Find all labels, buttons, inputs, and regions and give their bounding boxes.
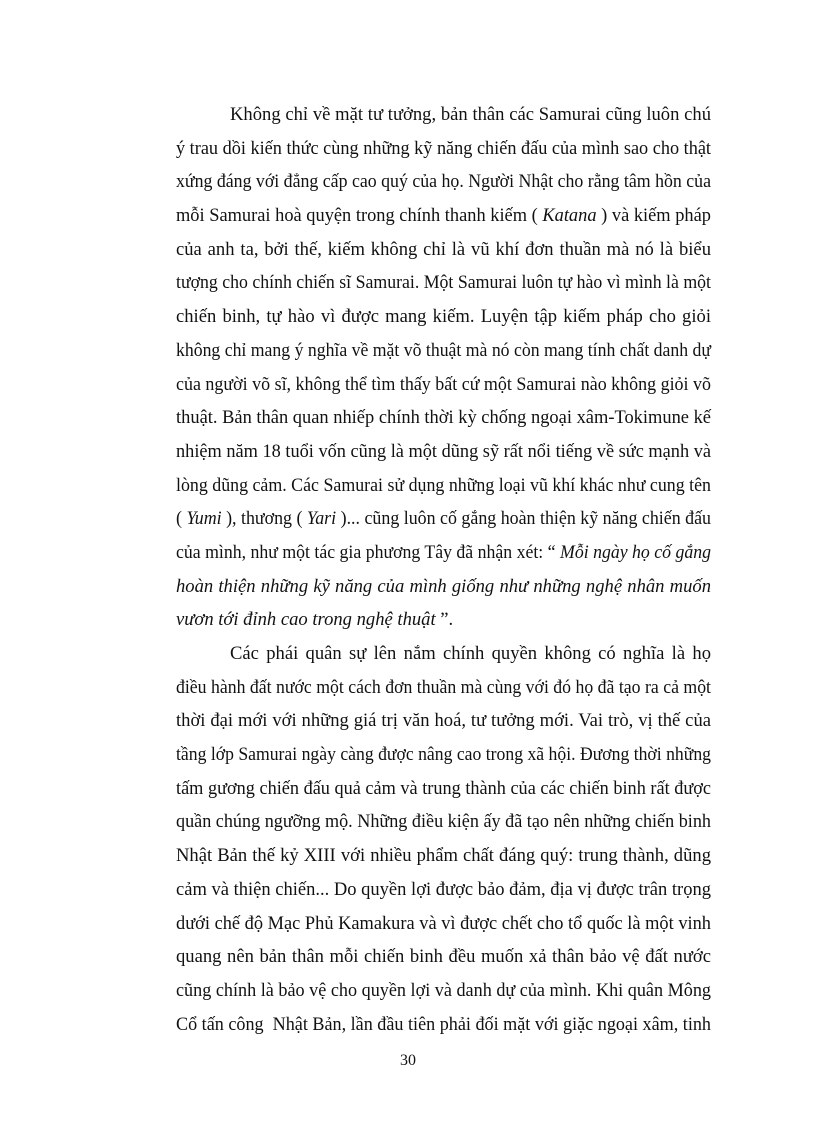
line-content — [176, 536, 711, 570]
text-line — [176, 974, 711, 1008]
text-run: Cổ tấn công Nhật Bản, lần đầu tiên phải đối mặt với giặc ngoại xâm, tinh — [176, 1013, 711, 1035]
text-run: quang nên bản thân mỗi chiến binh đều muốn xả thân bảo vệ đất nước — [176, 946, 711, 968]
text-run: mỗi Samurai hoà quyện trong chính thanh kiếm ( — [176, 205, 543, 227]
text-run: dưới chế độ Mạc Phủ Kamakura và vì được chết cho tổ quốc là một vinh — [176, 912, 711, 934]
line-content — [176, 266, 711, 300]
line-content — [176, 940, 711, 974]
italic-run: hoàn thiện những kỹ năng của mình giống như những nghệ nhân muốn — [176, 575, 711, 597]
text-line — [176, 671, 711, 705]
line-content — [176, 469, 711, 503]
text-run: chiến binh, tự hào vì được mang kiếm. Luyện tập kiếm pháp cho giỏi — [176, 306, 711, 328]
line-content — [176, 772, 711, 806]
line-content — [176, 1008, 711, 1042]
text-run: của anh ta, bởi thế, kiếm không chỉ là vũ khí đơn thuần mà nó là biểu — [176, 238, 711, 260]
page-number: 30 — [400, 1052, 416, 1069]
text-line — [176, 907, 711, 941]
text-line — [176, 233, 711, 267]
text-run: Không chỉ về mặt tư tưởng, bản thân các Samurai cũng luôn chú — [230, 104, 711, 125]
text-line — [176, 469, 711, 503]
text-line — [176, 266, 711, 300]
text-line — [176, 1008, 711, 1042]
text-line — [176, 536, 711, 570]
text-run: cảm và thiện chiến... Do quyền lợi được bảo đảm, địa vị được trân trọng — [176, 878, 711, 900]
line-content — [176, 132, 711, 166]
text-line — [176, 199, 711, 233]
text-line — [176, 502, 711, 536]
line-content — [176, 435, 711, 469]
text-run: ”. — [435, 609, 454, 631]
line-content — [176, 974, 711, 1008]
text-line — [176, 165, 711, 199]
line-content — [176, 839, 711, 873]
text-line — [176, 401, 711, 435]
text-line — [176, 368, 711, 402]
line-content — [176, 907, 711, 941]
text-run: ( — [176, 508, 187, 530]
text-line — [176, 300, 711, 334]
line-content — [176, 603, 453, 637]
line-content — [176, 570, 711, 604]
line-content — [176, 502, 711, 536]
text-run: quần chúng ngưỡng mộ. Những điều kiện ấy đã tạo nên những chiến binh — [176, 811, 711, 833]
line-content — [176, 704, 711, 738]
text-run: xứng đáng với đẳng cấp cao quý của họ. Người Nhật cho rằng tâm hồn của — [176, 171, 711, 193]
body-text — [176, 98, 711, 1041]
text-run: Các phái quân sự lên nắm chính quyền không có nghĩa là họ — [230, 643, 711, 664]
text-line — [176, 435, 711, 469]
text-run: tượng cho chính chiến sĩ Samurai. Một Samurai luôn tự hào vì mình là một — [176, 272, 711, 294]
text-run: của mình, như một tác gia phương Tây đã nhận xét: “ — [176, 541, 561, 563]
text-line — [176, 873, 711, 907]
text-line — [176, 839, 711, 873]
line-content — [176, 805, 711, 839]
text-run: cũng chính là bảo vệ cho quyền lợi và danh dự của mình. Khi quân Mông — [176, 979, 711, 1001]
line-content — [176, 671, 711, 705]
italic-run: Mỗi ngày họ cố gắng — [560, 541, 711, 563]
text-line — [176, 132, 711, 166]
line-content — [230, 637, 711, 671]
text-run: ), thương ( — [221, 508, 307, 530]
text-run: ) và kiếm pháp — [596, 205, 711, 227]
text-line — [176, 603, 711, 637]
text-run: của người võ sĩ, không thể tìm thấy bất cứ một Samurai nào không giỏi võ — [176, 373, 711, 395]
line-content — [176, 738, 711, 772]
text-run: thuật. Bản thân quan nhiếp chính thời kỳ chống ngoại xâm-Tokimune kế — [176, 407, 711, 429]
line-content — [176, 300, 711, 334]
text-line — [176, 738, 711, 772]
text-run: thời đại mới với những giá trị văn hoá, tư tưởng mới. Vai trò, vị thế của — [176, 710, 711, 732]
text-line — [176, 637, 711, 671]
italic-run: Yumi — [186, 508, 222, 530]
line-content — [176, 199, 711, 233]
text-line — [176, 940, 711, 974]
line-content — [176, 873, 711, 907]
line-content — [176, 165, 711, 199]
line-content — [230, 98, 711, 132]
italic-run: Katana — [542, 205, 597, 227]
text-run: không chỉ mang ý nghĩa về mặt võ thuật mà nó còn mang tính chất danh dự — [176, 339, 711, 361]
text-run: ý trau dồi kiến thức cùng những kỹ năng chiến đấu của mình sao cho thật — [176, 137, 711, 159]
italic-run: vươn tới đỉnh cao trong nghệ thuật — [176, 609, 436, 631]
text-line — [176, 98, 711, 132]
text-run: điều hành đất nước một cách đơn thuần mà cùng với đó họ đã tạo ra cả một — [176, 676, 711, 698]
text-line — [176, 704, 711, 738]
line-content — [176, 368, 711, 402]
text-run: )... cũng luôn cố gắng hoàn thiện kỹ năng chiến đấu — [336, 508, 711, 530]
text-line — [176, 805, 711, 839]
text-line — [176, 570, 711, 604]
text-run: Nhật Bản thế kỷ XIII với nhiều phẩm chất đáng quý: trung thành, dũng — [176, 845, 711, 867]
line-content — [176, 401, 711, 435]
line-content — [176, 233, 711, 267]
text-run: lòng dũng cảm. Các Samurai sử dụng những loại vũ khí khác như cung tên — [176, 474, 711, 496]
text-line — [176, 334, 711, 368]
line-content — [176, 334, 711, 368]
text-line — [176, 772, 711, 806]
text-run: nhiệm năm 18 tuổi vốn cũng là một dũng sỹ rất nổi tiếng về sức mạnh và — [176, 440, 711, 462]
text-run: tấm gương chiến đấu quả cảm và trung thành của các chiến binh rất được — [176, 777, 711, 799]
italic-run: Yari — [306, 508, 337, 530]
text-run: tầng lớp Samurai ngày càng được nâng cao trong xã hội. Đương thời những — [176, 744, 711, 766]
